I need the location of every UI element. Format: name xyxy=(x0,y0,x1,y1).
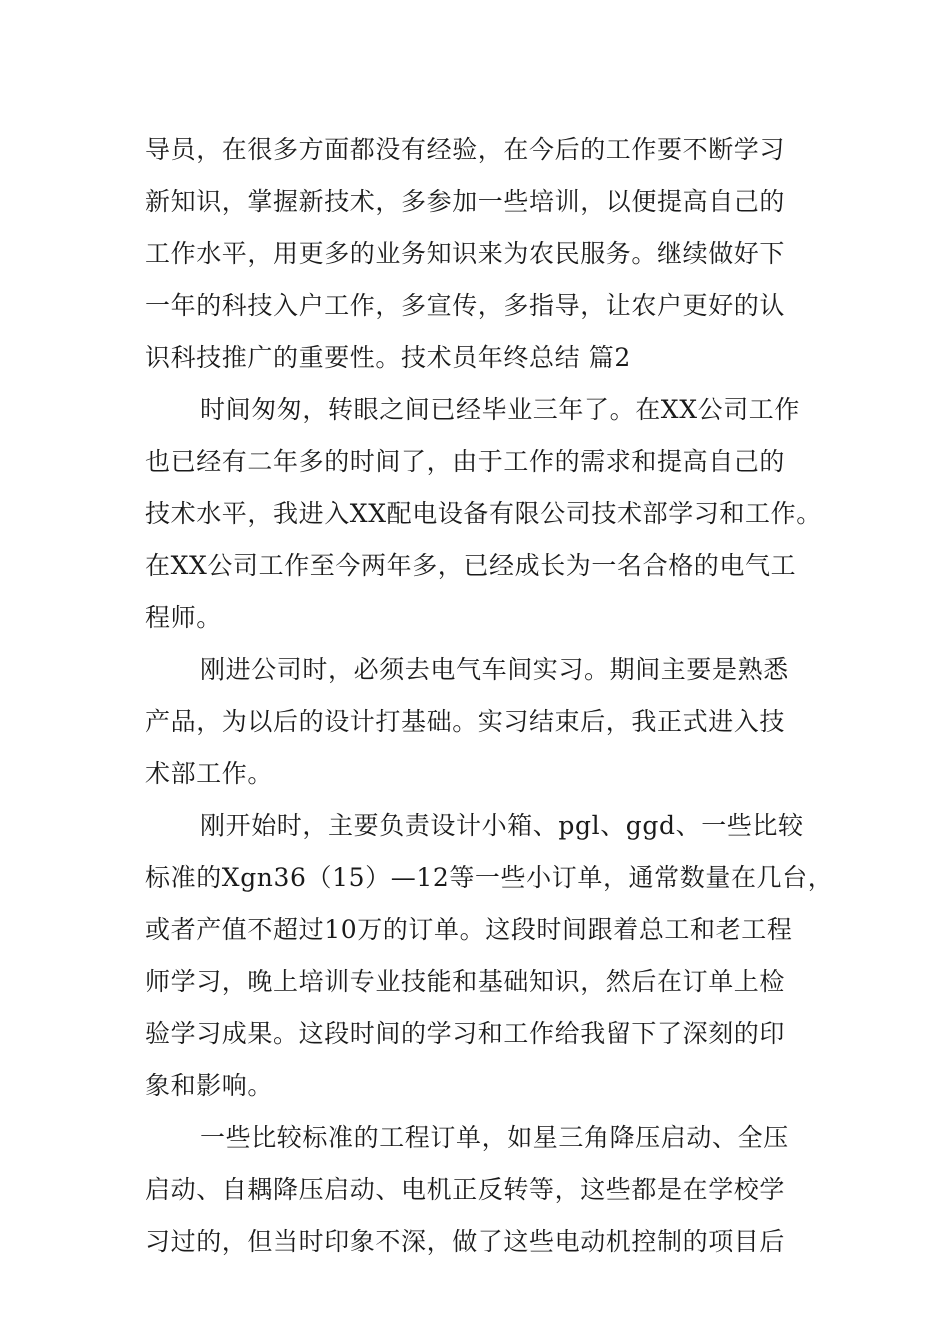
text-line: 启动、自耦降压启动、电机正反转等，这些都是在学校学 xyxy=(145,1175,786,1204)
text-line: 一年的科技入户工作，多宣传，多指导，让农户更好的认 xyxy=(145,291,786,320)
text-line: 标准的Xgn36（15）—12等一些小订单，通常数量在几台， xyxy=(145,863,834,892)
text-line: 或者产值不超过10万的订单。这段时间跟着总工和老工程 xyxy=(145,915,793,944)
paragraph-first-line: 刚进公司时，必须去电气车间实习。期间主要是熟悉 xyxy=(200,655,789,684)
text-line: 导员，在很多方面都没有经验，在今后的工作要不断学习 xyxy=(145,135,786,164)
text-line: 新知识，掌握新技术，多参加一些培训，以便提高自己的 xyxy=(145,187,786,216)
paragraph-first-line: 时间匆匆，转眼之间已经毕业三年了。在XX公司工作 xyxy=(200,395,800,424)
text-line: 程师。 xyxy=(145,603,222,632)
paragraph-first-line: 一些比较标准的工程订单，如星三角降压启动、全压 xyxy=(200,1123,789,1152)
text-line: 术部工作。 xyxy=(145,759,274,788)
text-line: 象和影响。 xyxy=(145,1071,274,1100)
text-line: 习过的，但当时印象不深，做了这些电动机控制的项目后 xyxy=(145,1227,786,1256)
text-line: 验学习成果。这段时间的学习和工作给我留下了深刻的印 xyxy=(145,1019,786,1048)
text-line: 产品，为以后的设计打基础。实习结束后，我正式进入技 xyxy=(145,707,786,736)
text-line: 在XX公司工作至今两年多，已经成长为一名合格的电气工 xyxy=(145,551,797,580)
text-line: 师学习，晚上培训专业技能和基础知识，然后在订单上检 xyxy=(145,967,786,996)
text-line: 也已经有二年多的时间了，由于工作的需求和提高自己的 xyxy=(145,447,786,476)
text-line: 工作水平，用更多的业务知识来为农民服务。继续做好下 xyxy=(145,239,786,268)
text-line: 技术水平，我进入XX配电设备有限公司技术部学习和工作。 xyxy=(145,499,822,528)
paragraph-first-line: 刚开始时，主要负责设计小箱、pgl、ggd、一些比较 xyxy=(200,811,804,840)
text-line: 识科技推广的重要性。技术员年终总结 篇2 xyxy=(145,343,631,372)
document-body xyxy=(145,124,834,1268)
